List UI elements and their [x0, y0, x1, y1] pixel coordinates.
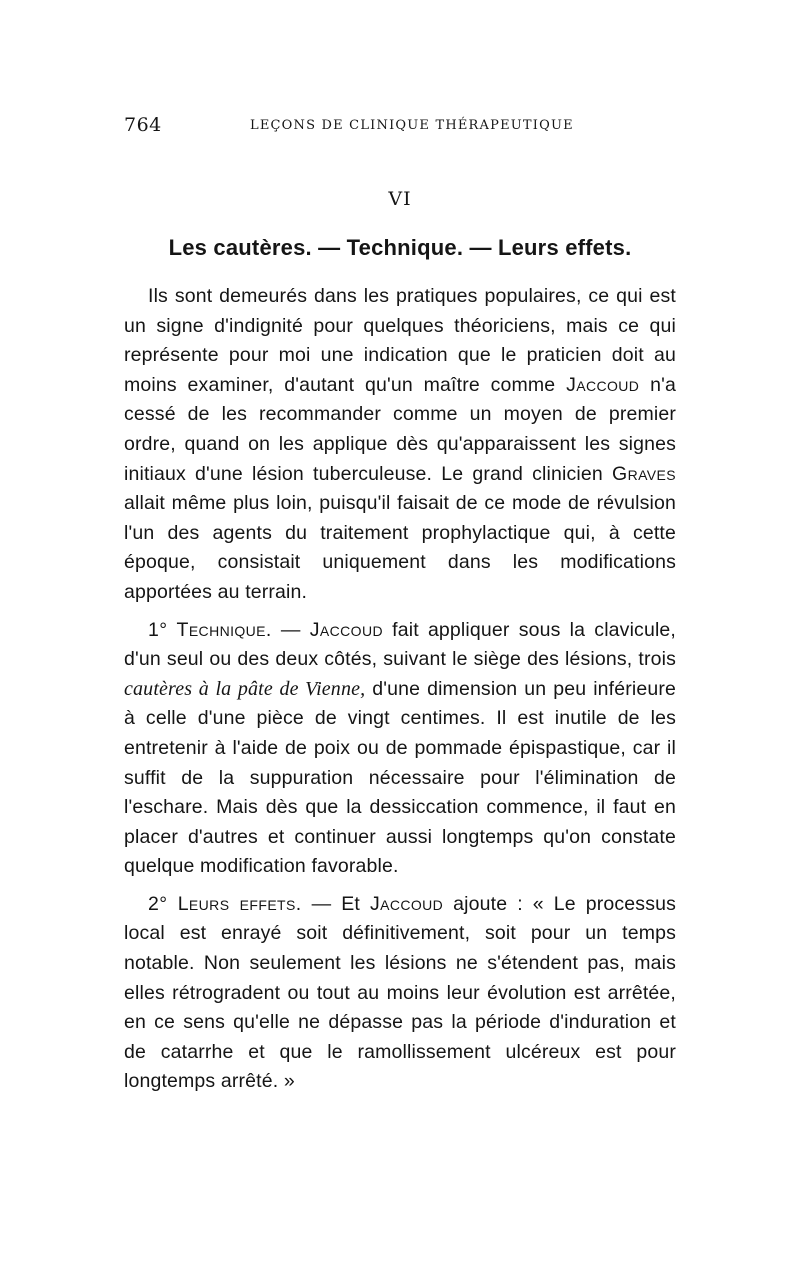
subsection-label-effets: 2° Leurs effets.: [148, 892, 302, 915]
paragraph-technique: [124, 616, 676, 882]
subsection-label-technique: 1° Technique.: [148, 618, 272, 641]
text-run: — Et: [301, 892, 370, 915]
text-run: Ils sont demeurés dans les pratiques populaires, ce qui est un signe d'indignité pour quelques théoriciens, mais ce qui représente pour moi une indication que le praticien doit au moins examiner, d'autant qu'un maître comme: [124, 285, 676, 396]
text-run: allait même plus loin, puisqu'il faisait de ce mode de révulsion l'un des agents du traitement prophylactique qui, à cette époque, consistait uniquement dans les modifications apportées au terrain.: [124, 492, 676, 603]
author-name-graves: Graves: [612, 462, 676, 485]
text-run: ajoute : « Le processus local est enrayé soit définitivement, soit pour un temps notable. Non seulement les lésions ne s'étendent pas, mais elles rétrogradent ou tout au moins leur évolution est arrêtée, en ce sens qu'elle ne dépasse pas la période d'induration et de catarrhe et que le ramollissement ulcéreux est pour longtemps arrêté. »: [124, 892, 676, 1093]
italic-term: cautères à la pâte de Vienne,: [124, 677, 366, 700]
section-heading: Les cautères. — Technique. — Leurs effets.: [168, 235, 632, 260]
body-text: [124, 282, 676, 1105]
text-run: fait appliquer sous la clavicule, d'un seul ou des deux côtés, suivant le siège des lésions, trois: [124, 618, 676, 671]
paragraph-effets: [124, 890, 676, 1097]
page-number: 764: [124, 114, 162, 136]
text-run: d'une dimension un peu inférieure à celle d'une pièce de vingt centimes. Il est inutile de les entretenir à l'aide de poix ou de pommade épispastique, car il suffit de la suppuration nécessaire pour l'élimination de l'eschare. Mais dès que la dessiccation commence, il faut en placer d'autres et continuer aussi longtemps qu'on constate quelque modification favorable.: [124, 677, 676, 878]
running-header: [124, 113, 676, 137]
text-run: —: [271, 618, 310, 641]
paragraph-intro: [124, 282, 676, 608]
running-title: LEÇONS DE CLINIQUE THÉRAPEUTIQUE: [250, 118, 574, 133]
author-name-jaccoud: Jaccoud: [309, 618, 383, 641]
text-run: n'a cessé de les recommander comme un moyen de premier ordre, quand on les applique dès qu'apparaissent les signes initiaux d'une lésion tuberculeuse. Le grand clinicien: [124, 373, 676, 485]
author-name-jaccoud: Jaccoud: [369, 892, 444, 915]
author-name-jaccoud: Jaccoud: [566, 373, 640, 396]
section-number: VI: [388, 188, 412, 210]
